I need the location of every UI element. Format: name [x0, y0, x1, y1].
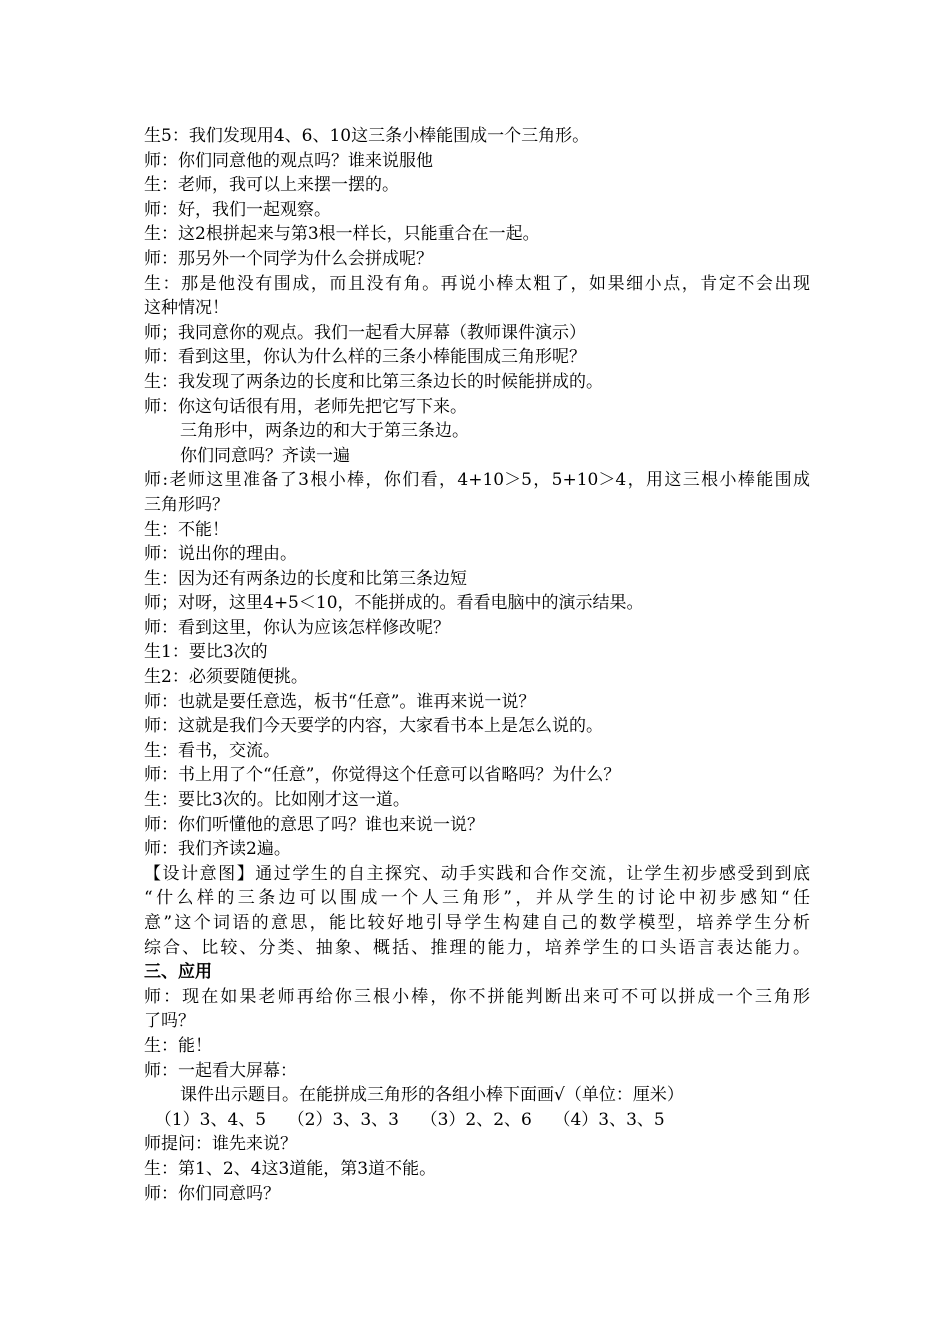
text-line: 师；我同意你的观点。我们一起看大屏幕（教师课件演示） [144, 322, 586, 343]
section-heading: 三、应用 [144, 962, 212, 983]
text-line: 师：书上用了个“任意”，你觉得这个任意可以省略吗？为什么？ [144, 765, 621, 786]
text-line: 师：说出你的理由。 [144, 544, 297, 565]
text-line: 这种情况！ [144, 298, 229, 319]
text-line: 生：不能！ [144, 519, 229, 540]
text-line: 生：看书，交流。 [144, 740, 280, 761]
text-line: 师：你们听懂他的意思了吗？谁也来说一说？ [144, 814, 484, 835]
text-line: 意”这个词语的意思，能比较好地引导学生构建自己的数学模型，培养学生分析 [144, 913, 810, 933]
text-line: 生1：要比3次的 [144, 642, 268, 663]
text-line: 生：因为还有两条边的长度和比第三条边短 [144, 568, 467, 589]
text-line: 师：也就是要任意选，板书“任意”。谁再来说一说？ [144, 691, 536, 712]
text-line: 师：我们齐读2遍。 [144, 839, 291, 860]
text-line: 师：这就是我们今天要学的内容，大家看书本上是怎么说的。 [144, 716, 603, 737]
text-line: 生：第1、2、4这3道能，第3道不能。 [144, 1158, 437, 1179]
text-line: 师；对呀，这里4+5＜10，不能拼成的。看看电脑中的演示结果。 [144, 593, 644, 614]
text-line: 了吗？ [144, 1011, 195, 1032]
text-line: 生：要比3次的。比如刚才这一道。 [144, 790, 410, 811]
text-line: 师：你这句话很有用，老师先把它写下来。 [144, 396, 467, 417]
text-line: 生2：必须要随便挑。 [144, 667, 308, 688]
text-line: 师：你们同意吗？ [144, 1183, 280, 1204]
text-line: 三角形吗？ [144, 494, 229, 515]
text-line: 师提问：谁先来说？ [144, 1134, 297, 1155]
text-line: 生：我发现了两条边的长度和比第三条边长的时候能拼成的。 [144, 371, 603, 392]
text-line: （1）3、4、5 （2）3、3、3 （3）2、2、6 （4）3、3、5 [144, 1109, 665, 1130]
text-line: 师：那另外一个同学为什么会拼成呢？ [144, 248, 433, 269]
text-line: 师：你们同意他的观点吗？谁来说服他 [144, 150, 433, 171]
text-line: 【设计意图】通过学生的自主探究、动手实践和合作交流，让学生初步感受到到底 [144, 863, 810, 884]
text-line: 生5：我们发现用4、6、10这三条小棒能围成一个三角形。 [144, 126, 590, 146]
text-line: 师：一起看大屏幕： [144, 1060, 297, 1081]
text-line: 生：老师，我可以上来摆一摆的。 [144, 175, 399, 196]
text-line: “什么样的三条边可以围成一个人三角形”，并从学生的讨论中初步感知“任 [144, 888, 810, 909]
document-body [144, 124, 810, 1206]
text-line: 课件出示题目。在能拼成三角形的各组小棒下面画√（单位：厘米） [180, 1085, 684, 1106]
text-line: 师：现在如果老师再给你三根小棒，你不拼能判断出来可不可以拼成一个三角形 [144, 986, 810, 1007]
text-line: 师:老师这里准备了3根小棒，你们看，4+10＞5，5+10＞4，用这三根小棒能围成 [144, 470, 810, 491]
text-line: 师：好，我们一起观察。 [144, 199, 331, 220]
text-line: 三角形中，两条边的和大于第三条边。 [180, 421, 469, 442]
text-line: 生：这2根拼起来与第3根一样长，只能重合在一起。 [144, 224, 540, 245]
text-line: 生：能！ [144, 1035, 212, 1056]
text-line: 生：那是他没有围成，而且没有角。再说小棒太粗了，如果细小点，肯定不会出现 [144, 273, 810, 294]
text-line: 你们同意吗？齐读一遍 [180, 445, 350, 466]
text-line: 综合、比较、分类、抽象、概括、推理的能力，培养学生的口头语言表达能力。 [144, 937, 810, 958]
text-line: 师：看到这里，你认为应该怎样修改呢？ [144, 617, 450, 638]
text-line: 师：看到这里，你认为什么样的三条小棒能围成三角形呢？ [144, 347, 586, 368]
